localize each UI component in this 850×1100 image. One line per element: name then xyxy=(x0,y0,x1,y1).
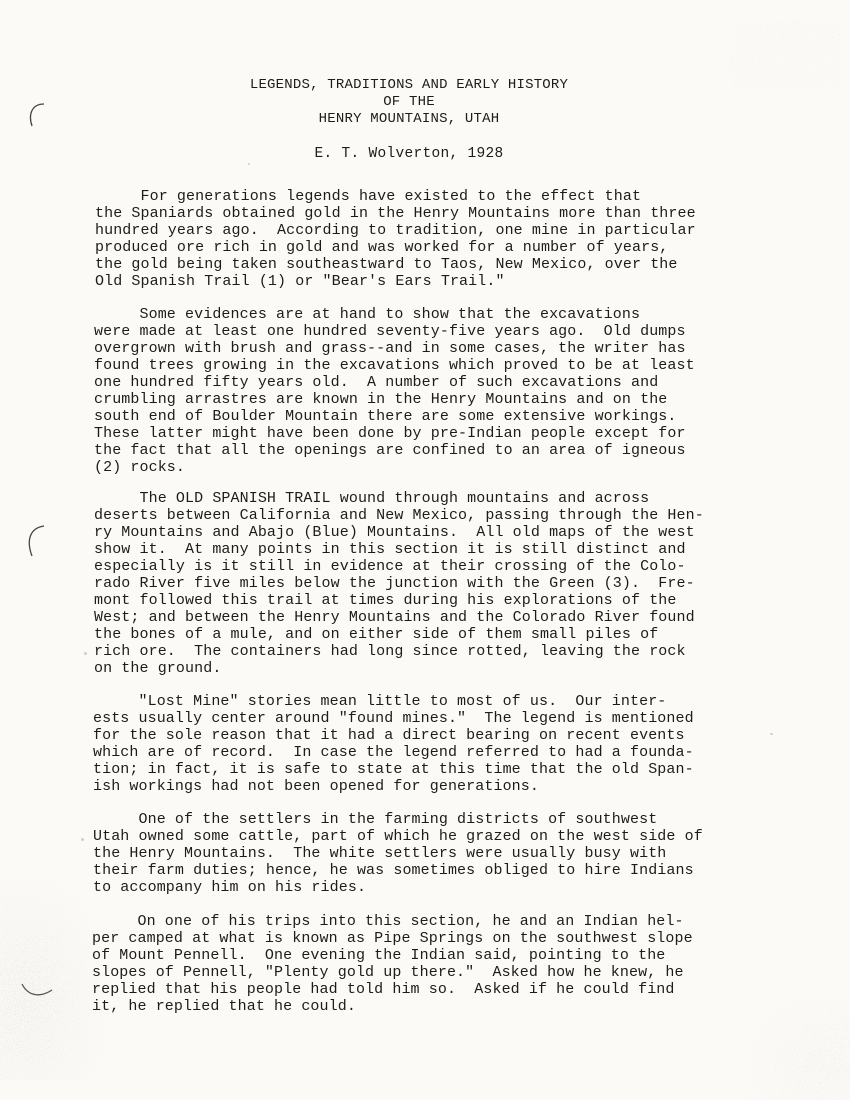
text-line: show it. At many points in this section it is still distinct and xyxy=(94,541,686,558)
text-line: ests usually center around "found mines." The legend is mentioned xyxy=(93,710,694,727)
text-line: one hundred fifty years old. A number of such excavations and xyxy=(94,374,659,391)
text-line: it, he replied that he could. xyxy=(92,998,356,1015)
text-line: were made at least one hundred seventy-five years ago. Old dumps xyxy=(94,323,686,340)
author-byline: E. T. Wolverton, 1928 xyxy=(314,146,504,162)
text-line: "Lost Mine" stories mean little to most of us. Our inter- xyxy=(93,693,667,710)
text-line: rich ore. The containers had long since rotted, leaving the rock xyxy=(94,643,686,660)
text-line: the bones of a mule, and on either side of them small piles of xyxy=(94,626,659,643)
text-line: replied that his people had told him so. Asked if he could find xyxy=(92,981,675,998)
text-line: produced ore rich in gold and was worked for a number of years, xyxy=(95,239,669,256)
text-line: tion; in fact, it is safe to state at this time that the old Span- xyxy=(93,761,694,778)
text-line: their farm duties; hence, he was sometimes obliged to hire Indians xyxy=(93,862,694,879)
text-line: The OLD SPANISH TRAIL wound through mountains and across xyxy=(94,490,650,507)
text-line: ish workings had not been opened for generations. xyxy=(93,778,539,795)
text-line: crumbling arrastres are known in the Henry Mountains and on the xyxy=(94,391,668,408)
title-line-2: OF THE xyxy=(383,94,435,110)
margin-hole-mark xyxy=(18,520,48,570)
text-line: of Mount Pennell. One evening the Indian said, pointing to the xyxy=(92,947,666,964)
text-line: rado River five miles below the junction with the Green (3). Fre- xyxy=(94,575,695,592)
text-line: These latter might have been done by pre-Indian people except for xyxy=(94,425,686,442)
scan-speck xyxy=(248,163,250,165)
text-line: West; and between the Henry Mountains and the Colorado River found xyxy=(94,609,695,626)
text-line: the Henry Mountains. The white settlers were usually busy with xyxy=(93,845,667,862)
text-line: On one of his trips into this section, he and an Indian hel- xyxy=(92,913,684,930)
text-line: Some evidences are at hand to show that the excavations xyxy=(94,306,641,323)
text-line: the Spaniards obtained gold in the Henry Mountains more than three xyxy=(95,205,696,222)
text-line: for the sole reason that it had a direct bearing on recent events xyxy=(93,727,685,744)
document-title xyxy=(95,77,723,128)
text-line: One of the settlers in the farming districts of southwest xyxy=(93,811,658,828)
text-line: to accompany him on his rides. xyxy=(93,879,367,896)
margin-hole-mark xyxy=(18,98,48,138)
scan-speck xyxy=(81,838,84,841)
margin-hole-mark xyxy=(18,970,58,1010)
text-line: on the ground. xyxy=(94,660,222,677)
text-line: especially is it still in evidence at their crossing of the Colo- xyxy=(94,558,686,575)
text-line: For generations legends have existed to the effect that xyxy=(95,188,642,205)
scan-speck xyxy=(84,652,87,655)
text-line: slopes of Pennell, "Plenty gold up there." Asked how he knew, he xyxy=(92,964,684,981)
text-line: overgrown with brush and grass--and in some cases, the writer has xyxy=(94,340,686,357)
scan-noise-bottom-right xyxy=(720,980,850,1100)
text-line: south end of Boulder Mountain there are some extensive workings. xyxy=(94,408,677,425)
text-line: per camped at what is known as Pipe Springs on the southwest slope xyxy=(92,930,693,947)
text-line: which are of record. In case the legend referred to had a founda- xyxy=(93,744,694,761)
scan-speck xyxy=(770,733,773,735)
text-line: deserts between California and New Mexico, passing through the Hen- xyxy=(94,507,704,524)
text-line: the fact that all the openings are confined to an area of igneous xyxy=(94,442,686,459)
text-line: found trees growing in the excavations which proved to be at least xyxy=(94,357,695,374)
title-line-3: HENRY MOUNTAINS, UTAH xyxy=(318,111,500,127)
text-line: Utah owned some cattle, part of which he grazed on the west side of xyxy=(93,828,703,845)
text-line: ry Mountains and Abajo (Blue) Mountains. All old maps of the west xyxy=(94,524,695,541)
text-line: hundred years ago. According to tradition, one mine in particular xyxy=(95,222,696,239)
text-line: (2) rocks. xyxy=(94,459,186,476)
title-line-1: LEGENDS, TRADITIONS AND EARLY HISTORY xyxy=(249,77,569,93)
text-line: Old Spanish Trail (1) or "Bear's Ears Trail." xyxy=(95,273,505,290)
scan-noise-top-right xyxy=(730,20,840,90)
text-line: mont followed this trail at times during his explorations of the xyxy=(94,592,677,609)
text-line: the gold being taken southeastward to Taos, New Mexico, over the xyxy=(95,256,678,273)
